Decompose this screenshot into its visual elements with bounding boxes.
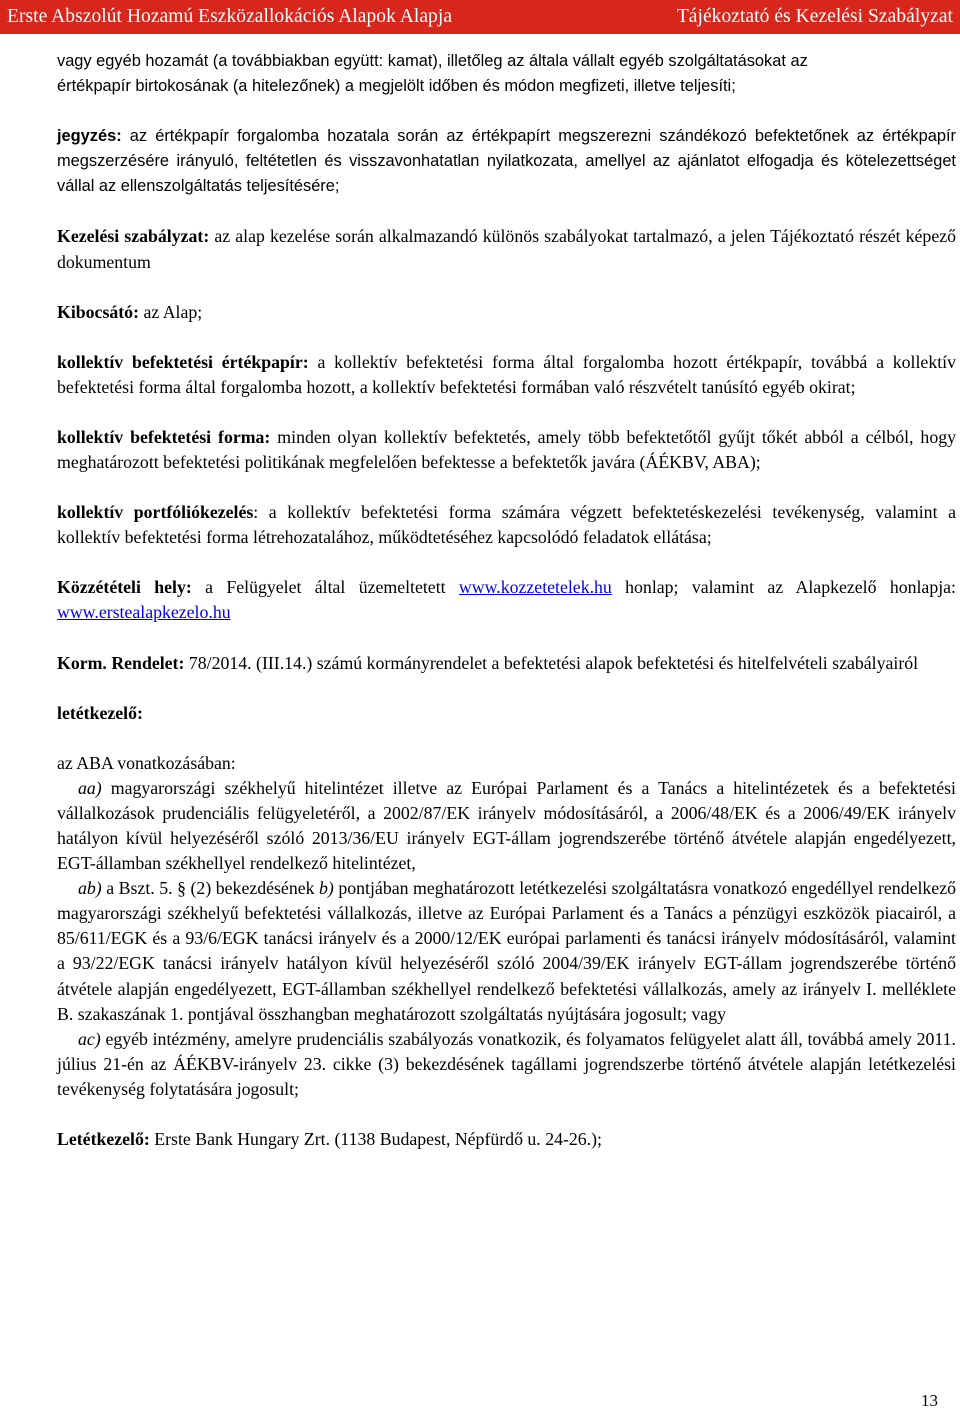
erstealapkezelo-link[interactable]: www.erstealapkezelo.hu xyxy=(57,602,231,623)
term-kollektiv-befektetesi-ertekpapir: kollektív befektetési értékpapír: xyxy=(57,351,309,372)
definition-text: a kollektív befektetési forma által forgalomba hozott értékpapír, továbbá a kollektív befektetési forma által forgalomba hozott, a kollektív befektetési formában való részvételt tanúsító egyéb okirat; xyxy=(57,351,956,397)
label-b: b) xyxy=(319,878,334,899)
definition-kibocsato xyxy=(57,300,956,325)
definition-letetkezelo-heading xyxy=(57,701,956,726)
aba-intro: az ABA vonatkozásában: xyxy=(57,752,236,773)
item-aa xyxy=(57,776,956,876)
header-document-title: Tájékoztató és Kezelési Szabályzat xyxy=(676,6,953,27)
definition-text: 78/2014. (III.14.) számú kormányrendelet a befektetési alapok befektetési és hitelfelvételi szabályairól xyxy=(184,652,919,673)
label-aa: aa) xyxy=(78,777,102,798)
item-text: a Bszt. 5. § (2) bekezdésének xyxy=(101,878,320,899)
definition-text: : a kollektív befektetési forma számára végzett befektetéskezelési tevékenység, valamint a kollektív befektetési forma létrehozatalához, működtetéséhez kapcsolódó feladatok ellátása; xyxy=(57,502,956,548)
definition-text: az értékpapír forgalomba hozatala során az értékpapírt megszerezni szándékozó befektetőnek az értékpapír megszerzésére irányuló, feltétetlen és visszavonhatatlan nyilatkozata, amellyel az ajánlatot elfogadja és kötelezettséget vállal az ellenszolgáltatás teljesítésére; xyxy=(57,127,956,196)
page-number: 13 xyxy=(921,1391,938,1410)
term-korm-rendelet: Korm. Rendelet: xyxy=(57,652,185,673)
term-kozzeteteli-hely: Közzétételi hely: xyxy=(57,577,192,598)
definition-text: minden olyan kollektív befektetés, amely több befektetőtől gyűjt tőkét abból a célból, hogy meghatározott befektetési politikának megfelelően befektesse a befektetők javára (ÁÉKBV, ABA); xyxy=(57,426,956,473)
definition-letetkezelo-final xyxy=(57,1127,956,1152)
definition-text: az alap kezelése során alkalmazandó különös szabályokat tartalmazó, a jelen Tájékoztató részét képező dokumentum xyxy=(57,226,956,272)
label-ab: ab) xyxy=(78,878,102,899)
item-ab xyxy=(57,876,956,1027)
item-text: magyarországi székhelyű hitelintézet illetve az Európai Parlament és a Tanács a hitelintézetek és a befektetési vállalkozások prudenciális felügyeletéről, a 2002/87/EK irányelv módosításáról, a 2006/48/EK és a 2006/49/EK irányelv hatályon kívül helyezéséről szóló 2013/36/EU irányelv EGT-állam jogrendszerébe történő átvétele alapján engedélyezett, EGT-államban székhellyel rendelkező hitelintézet, xyxy=(57,777,956,874)
term-kollektiv-befektetesi-forma: kollektív befektetési forma: xyxy=(57,426,271,447)
document-body xyxy=(57,49,956,1152)
term-jegyzes: jegyzés: xyxy=(57,127,122,146)
term-kibocsato: Kibocsátó: xyxy=(57,301,139,322)
term-kollektiv-portfoliokezeles: kollektív portfóliókezelés xyxy=(57,502,254,523)
continuation-line-1: vagy egyéb hozamát (a továbbiakban együtt: kamat), illetőleg az általa vállalt egyéb szolgáltatásokat az xyxy=(57,52,808,70)
term-letetkezelo-final: Letétkezelő: xyxy=(57,1129,150,1149)
item-text: egyéb intézmény, amelyre prudenciális szabályozás vonatkozik, és folyamatos felügyelet alatt áll, továbbá amely 2011. július 21-én az ÁÉKBV-irányelv 23. cikke (3) bekezdésének tagállami jogrendszerbe történő átvétele alapján letétkezelési tevékenység folytatására jogosult; xyxy=(57,1028,956,1099)
label-ac: ac) xyxy=(78,1028,101,1049)
definition-text: az Alap; xyxy=(139,301,203,322)
item-text: pontjában meghatározott letétkezelési szolgáltatásra vonatkozó engedéllyel rendelkező magyarországi székhelyű befektetési vállalkozás, illetve az Európai Parlament és a Tanács a pénzügyi eszközök piacairól, a 85/611/EGK és a 93/6/EGK tanácsi irányelv és a 2000/12/EK európai parlamenti és tanácsi irányelv módosításáról, valamint a 93/22/EGK tanácsi irányelv hatályon kívül helyezéséről szóló 2004/39/EK irányelv EGT-állam jogrendszerébe történő átvétele alapján engedélyezett, EGT-államban székhellyel rendelkező befektetési vállalkozás, amely az irányelv I. melléklete B. szakaszának 1. pontjával összhangban meghatározott szolgáltatás nyújtására jogosult; vagy xyxy=(57,878,956,1024)
continuation-line-2: értékpapír birtokosának (a hitelezőnek) a megjelölt időben és módon megfizeti, illetve teljesíti; xyxy=(57,77,736,96)
definition-text: Erste Bank Hungary Zrt. (1138 Budapest, Népfürdő u. 24-26.); xyxy=(149,1129,602,1149)
definition-text: a Felügyelet által üzemeltetett xyxy=(191,577,459,598)
definition-jegyzes xyxy=(57,124,956,199)
header-fund-name: Erste Abszolút Hozamú Eszközallokációs Alapok Alapja xyxy=(7,6,453,27)
term-letetkezelo: letétkezelő: xyxy=(57,702,143,723)
definition-kezelesi-szabalyzat xyxy=(57,224,956,274)
kozzetetelek-link[interactable]: www.kozzetetelek.hu xyxy=(458,577,612,598)
term-kezelesi-szabalyzat: Kezelési szabályzat: xyxy=(57,226,210,247)
item-ac xyxy=(57,1027,956,1102)
page-header xyxy=(0,0,960,34)
definition-korm-rendelet xyxy=(57,651,956,676)
definition-kollektiv-befektetesi-forma xyxy=(57,425,956,475)
definition-kollektiv-portfoliokezeles xyxy=(57,500,956,550)
definition-kollektiv-befektetesi-ertekpapir xyxy=(57,350,956,400)
definition-kozzeteteli-hely xyxy=(57,575,956,625)
definition-text: honlap; valamint az Alapkezelő honlapja: xyxy=(611,577,956,598)
paragraph-continuation xyxy=(57,49,956,99)
